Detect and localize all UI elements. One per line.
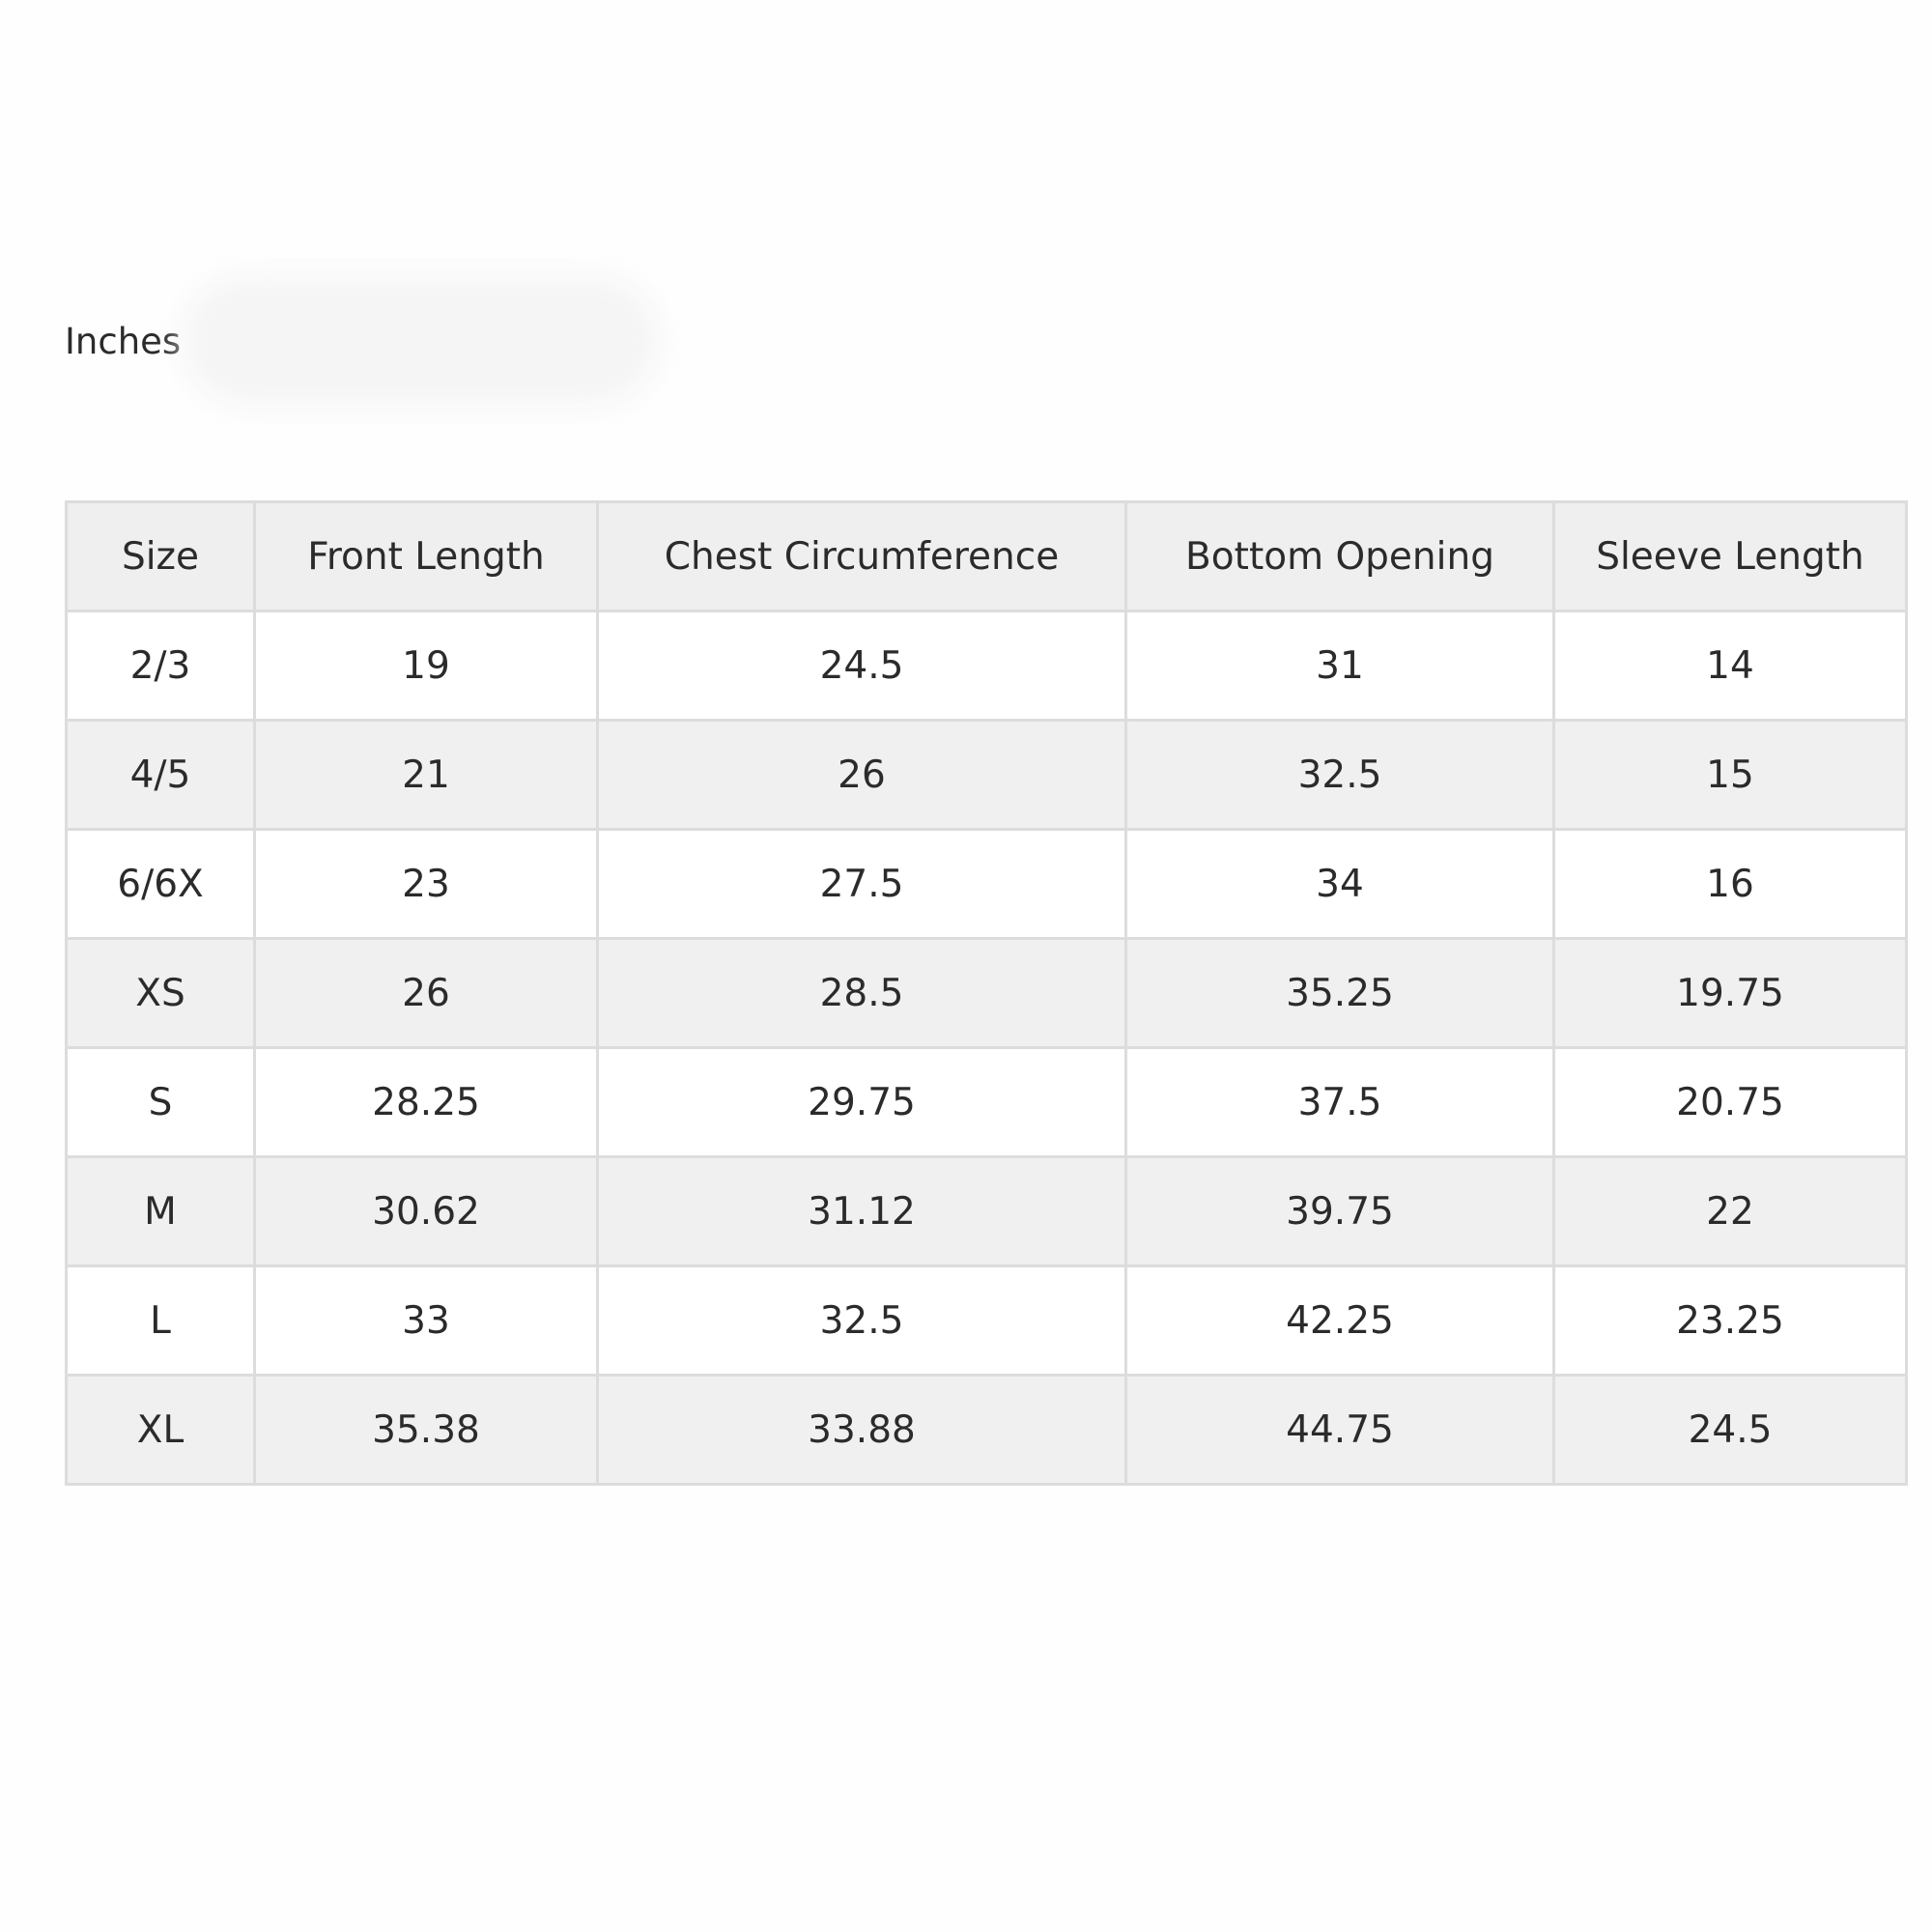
- cell-front-length: 28.25: [255, 1048, 598, 1157]
- cell-size: 4/5: [67, 721, 255, 830]
- cell-sleeve-length: 22: [1554, 1157, 1907, 1266]
- table-row: [67, 1376, 1907, 1485]
- cell-front-length: 19: [255, 611, 598, 721]
- cell-size: XL: [67, 1376, 255, 1485]
- cell-bottom-opening: 39.75: [1126, 1157, 1554, 1266]
- cell-size: XS: [67, 939, 255, 1048]
- table-row: [67, 1266, 1907, 1376]
- cell-chest-circumference: 24.5: [598, 611, 1126, 721]
- cell-size: S: [67, 1048, 255, 1157]
- cell-sleeve-length: 14: [1554, 611, 1907, 721]
- cell-sleeve-length: 24.5: [1554, 1376, 1907, 1485]
- cell-chest-circumference: 26: [598, 721, 1126, 830]
- cell-bottom-opening: 42.25: [1126, 1266, 1554, 1376]
- cell-sleeve-length: 15: [1554, 721, 1907, 830]
- header-sleeve-length: Sleeve Length: [1554, 502, 1907, 611]
- cell-front-length: 35.38: [255, 1376, 598, 1485]
- header-chest-circumference: Chest Circumference: [598, 502, 1126, 611]
- size-chart-table: [65, 500, 1908, 1486]
- cell-bottom-opening: 34: [1126, 830, 1554, 939]
- blurred-region: [182, 275, 660, 406]
- header-front-length: Front Length: [255, 502, 598, 611]
- table-row: [67, 1157, 1907, 1266]
- cell-chest-circumference: 33.88: [598, 1376, 1126, 1485]
- cell-bottom-opening: 37.5: [1126, 1048, 1554, 1157]
- cell-sleeve-length: 16: [1554, 830, 1907, 939]
- cell-sleeve-length: 19.75: [1554, 939, 1907, 1048]
- cell-chest-circumference: 32.5: [598, 1266, 1126, 1376]
- table-row: [67, 1048, 1907, 1157]
- cell-front-length: 26: [255, 939, 598, 1048]
- cell-bottom-opening: 32.5: [1126, 721, 1554, 830]
- cell-size: L: [67, 1266, 255, 1376]
- table-row: [67, 721, 1907, 830]
- table-row: [67, 611, 1907, 721]
- cell-chest-circumference: 29.75: [598, 1048, 1126, 1157]
- cell-bottom-opening: 35.25: [1126, 939, 1554, 1048]
- table-row: [67, 830, 1907, 939]
- header-size: Size: [67, 502, 255, 611]
- cell-bottom-opening: 31: [1126, 611, 1554, 721]
- unit-label: Inches: [65, 321, 182, 362]
- cell-chest-circumference: 31.12: [598, 1157, 1126, 1266]
- cell-front-length: 30.62: [255, 1157, 598, 1266]
- cell-size: M: [67, 1157, 255, 1266]
- cell-size: 6/6X: [67, 830, 255, 939]
- cell-front-length: 23: [255, 830, 598, 939]
- cell-front-length: 21: [255, 721, 598, 830]
- cell-bottom-opening: 44.75: [1126, 1376, 1554, 1485]
- cell-sleeve-length: 23.25: [1554, 1266, 1907, 1376]
- table-row: [67, 939, 1907, 1048]
- cell-size: 2/3: [67, 611, 255, 721]
- table-header-row: [67, 502, 1907, 611]
- cell-front-length: 33: [255, 1266, 598, 1376]
- cell-chest-circumference: 27.5: [598, 830, 1126, 939]
- cell-sleeve-length: 20.75: [1554, 1048, 1907, 1157]
- header-bottom-opening: Bottom Opening: [1126, 502, 1554, 611]
- cell-chest-circumference: 28.5: [598, 939, 1126, 1048]
